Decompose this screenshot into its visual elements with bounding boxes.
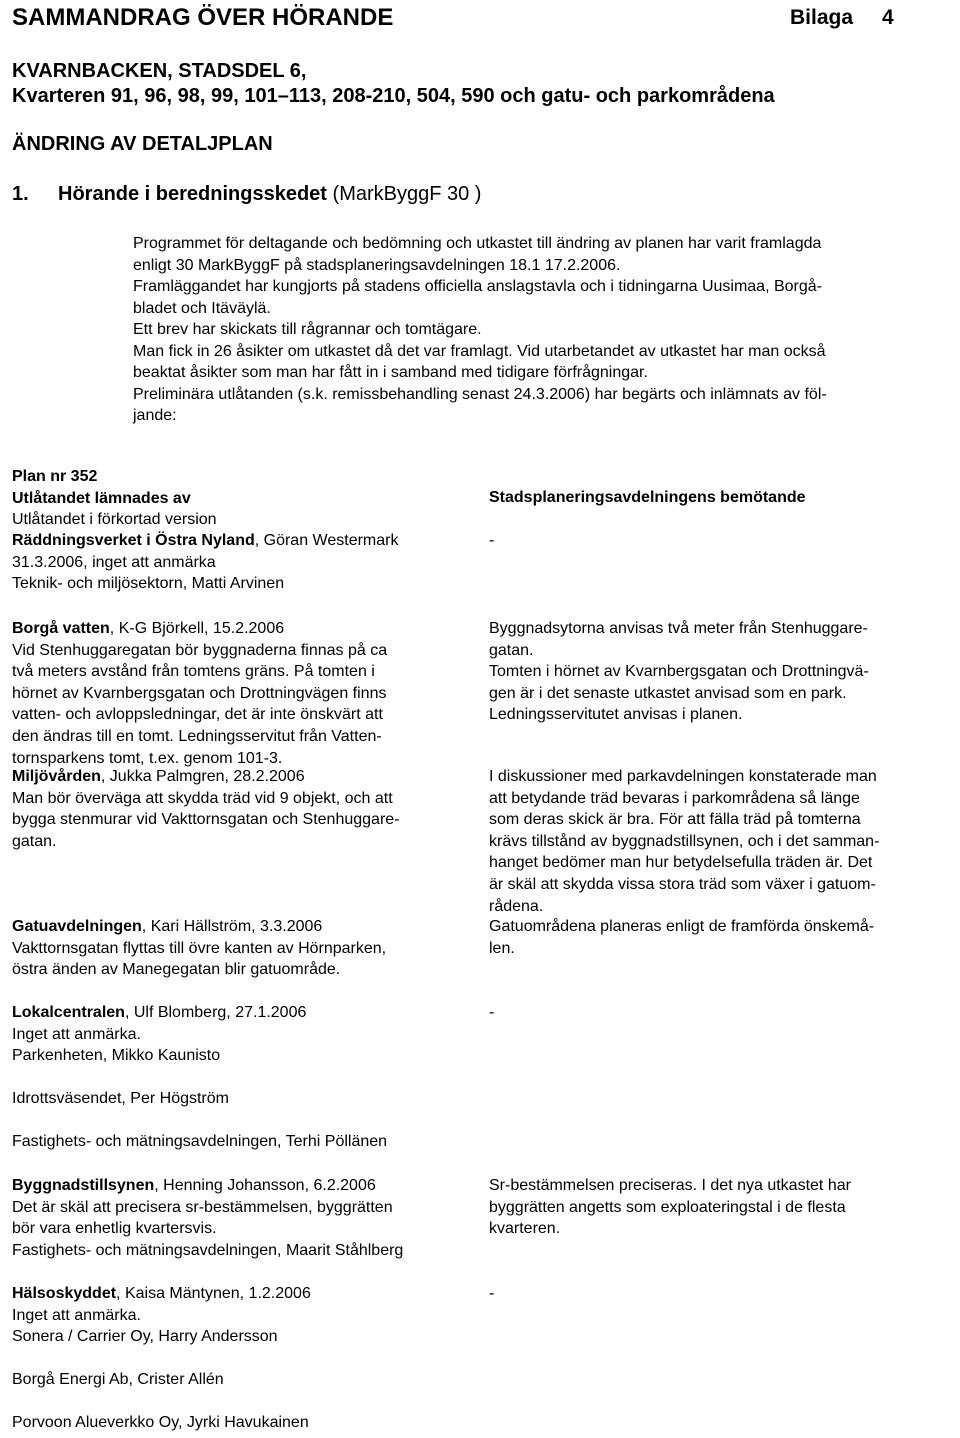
reply-line: att betydande träd bevaras i parkområdena så länge (489, 789, 860, 807)
blocks-line: Kvarteren 91, 96, 98, 99, 101–113, 208-210, 504, 590 och gatu- och parkområdena (12, 85, 775, 107)
reply-line: len. (489, 939, 515, 957)
area-line: KVARNBACKEN, STADSDEL 6, (12, 60, 307, 82)
statement-org: Byggnadstillsynen (12, 1177, 155, 1194)
statement-raddningsverket (12, 530, 398, 573)
statement-org: Borgå vatten (12, 620, 110, 637)
statement-parkenheten: Parkenheten, Mikko Kaunisto (12, 1047, 221, 1064)
statement-org: Miljövården (12, 768, 101, 785)
statement-line: Vid Stenhuggaregatan bör byggnaderna finnas på ca (12, 641, 388, 659)
body-line: jande: (133, 407, 177, 424)
reply-line: kvarteren. (489, 1220, 561, 1238)
statement-text: 31.3.2006, inget att anmärka (12, 553, 216, 571)
plan-header (12, 466, 217, 531)
reply-line: krävs tillstånd av byggnadstillsynen, och i det samman- (489, 832, 880, 850)
reply-line: gen är i det senaste utkastet anvisad som en park. (489, 684, 847, 702)
reply-miljovarden (489, 766, 879, 917)
reply-borga-vatten (489, 618, 869, 726)
plan-number: Plan nr 352 (12, 468, 98, 485)
statement-lokalcentralen (12, 1002, 306, 1045)
statement-halsoskyddet (12, 1283, 311, 1326)
statement-author: , Jukka Palmgren, 28.2.2006 (100, 768, 305, 785)
section-body (133, 233, 827, 427)
statement-line: Man bör överväga att skydda träd vid 9 objekt, och att (12, 789, 393, 807)
statement-author: , Kari Hällström, 3.3.2006 (141, 918, 323, 935)
body-line: Preliminära utlåtanden (s.k. remissbehandling senast 24.3.2006) har begärts och inlämnats av föl- (133, 385, 827, 403)
statement-miljovarden (12, 766, 400, 852)
statement-line: Vakttornsgatan flyttas till övre kanten av Hörnparken, (12, 939, 387, 957)
reply-line: rådena. (489, 897, 544, 915)
statement-author: , Ulf Blomberg, 27.1.2006 (124, 1004, 307, 1021)
statement-byggnadstillsynen (12, 1175, 393, 1240)
statement-alueverkko: Porvoon Alueverkko Oy, Jyrki Havukainen (12, 1414, 309, 1431)
reply-line: Byggnadsytorna anvisas två meter från Stenhuggare- (489, 620, 868, 637)
statement-fastighets-pollanen: Fastighets- och mätningsavdelningen, Terhi Pöllänen (12, 1133, 388, 1150)
statement-line: den ändras till en tomt. Ledningsservitut från Vatten- (12, 727, 382, 745)
reply-line: Tomten i hörnet av Kvarnbergsgatan och Drottningvä- (489, 663, 869, 681)
statement-author: , Kaisa Mäntynen, 1.2.2006 (116, 1285, 311, 1302)
statement-line: gatan. (12, 832, 57, 850)
statement-teknik-miljo: Teknik- och miljösektorn, Matti Arvinen (12, 575, 285, 592)
statement-line: hörnet av Kvarnbergsgatan och Drottningvägen finns (12, 684, 387, 702)
body-line: beaktat åsikter som man har fått in i samband med tidigare förfrågningar. (133, 364, 648, 381)
body-line: Framläggandet har kungjorts på stadens officiella anslagstavla och i tidningarna Uusimaa, Borgå- (133, 278, 822, 295)
statement-org: Hälsoskyddet (12, 1285, 117, 1302)
reply-line: gatan. (489, 641, 534, 659)
change-line: ÄNDRING AV DETALJPLAN (12, 133, 273, 155)
reply-line: byggrätten angetts som exploateringstal i de flesta (489, 1198, 846, 1216)
reply-line: är skäl att skydda vissa stora träd som växer i gatuom- (489, 875, 876, 893)
reply-lokalcentralen: - (489, 1004, 495, 1021)
reply-line: Ledningsservitutet anvisas i planen. (489, 706, 743, 724)
section-heading-rest: (MarkByggF 30 ) (332, 183, 482, 205)
left-column-subheader: Utlåtandet i förkortad version (12, 511, 217, 529)
body-line: Man fick in 26 åsikter om utkastet då det var framlagt. Vid utarbetandet av utkastet har man också (133, 342, 826, 360)
statement-author: , K-G Björkell, 15.2.2006 (109, 620, 285, 637)
reply-line: som deras skick är bra. För att fälla träd på tomterna (489, 811, 861, 829)
statement-line: Det är skäl att precisera sr-bestämmelsen, byggrätten (12, 1198, 393, 1216)
statement-fastighets-stahlberg: Fastighets- och mätningsavdelningen, Maarit Ståhlberg (12, 1242, 404, 1259)
statement-idrottsvasendet: Idrottsväsendet, Per Högström (12, 1090, 229, 1107)
statement-org: Räddningsverket i Östra Nyland (12, 532, 255, 549)
reply-gatuavdelningen (489, 916, 874, 959)
statement-org: Gatuavdelningen (12, 918, 142, 935)
statement-line: bygga stenmurar vid Vakttornsgatan och Stenhuggare- (12, 811, 400, 829)
statement-line: östra änden av Manegegatan blir gatuområde. (12, 961, 341, 979)
section-heading-bold: Hörande i beredningsskedet (58, 183, 327, 205)
reply-line: Gatuområdena planeras enligt de framförda önskemå- (489, 918, 875, 935)
statement-line: vatten- och avloppsledningar, det är inte önskvärt att (12, 706, 383, 724)
left-column-header: Utlåtandet lämnades av (12, 489, 191, 507)
statement-text: Inget att anmärka. (12, 1306, 141, 1324)
statement-org: Lokalcentralen (12, 1004, 125, 1021)
body-line: Ett brev har skickats till rågrannar och tomtägare. (133, 321, 482, 338)
statement-author: , Göran Westermark (254, 532, 399, 549)
statement-author: , Henning Johansson, 6.2.2006 (154, 1177, 376, 1194)
statement-borga-vatten (12, 618, 387, 769)
reply-byggnadstillsynen (489, 1175, 851, 1240)
right-column-header: Stadsplaneringsavdelningens bemötande (489, 489, 806, 506)
section-heading (58, 183, 481, 206)
body-line: Programmet för deltagande och bedömning och utkastet till ändring av planen har varit framlagda (133, 235, 822, 252)
reply-line: hanget bedömer man hur betydelsefulla träden är. Det (489, 854, 873, 872)
annex-number: 4 (882, 6, 894, 29)
reply-line: I diskussioner med parkavdelningen konstaterade man (489, 768, 877, 785)
reply-halsoskyddet: - (489, 1285, 495, 1302)
statement-line: två meters avstånd från tomtens gräns. På tomten i (12, 663, 375, 681)
statement-sonera: Sonera / Carrier Oy, Harry Andersson (12, 1328, 278, 1345)
statement-line: bör vara enhetlig kvartersvis. (12, 1220, 217, 1238)
reply-line: Sr-bestämmelsen preciseras. I det nya utkastet har (489, 1177, 851, 1194)
statement-borga-energi: Borgå Energi Ab, Crister Allén (12, 1371, 224, 1388)
body-line: bladet och Itäväylä. (133, 299, 271, 317)
section-number: 1. (12, 183, 29, 205)
document-title: SAMMANDRAG ÖVER HÖRANDE (12, 4, 394, 31)
statement-text: Inget att anmärka. (12, 1025, 141, 1043)
body-line: enligt 30 MarkByggF på stadsplaneringsavdelningen 18.1 17.2.2006. (133, 256, 621, 274)
statement-gatuavdelningen (12, 916, 386, 981)
statement-line: tornsparkens tomt, t.ex. genom 101-3. (12, 749, 283, 767)
reply-raddningsverket: - (489, 532, 495, 549)
annex-label: Bilaga (790, 6, 854, 29)
